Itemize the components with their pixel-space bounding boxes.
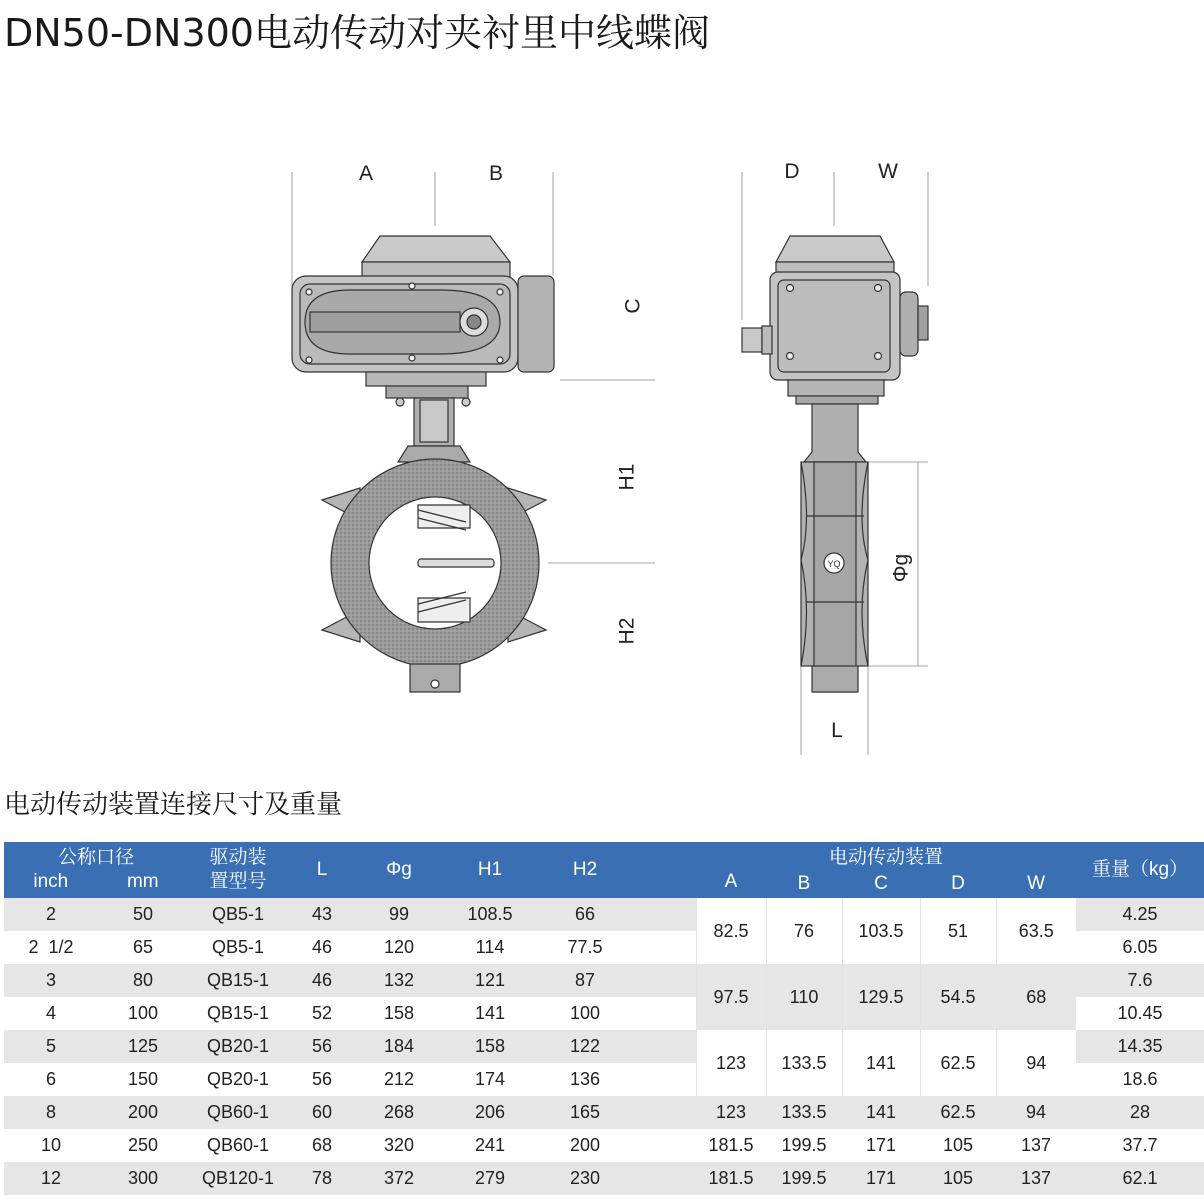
label-H1: H1 (615, 463, 639, 491)
brand-logo: YQ (827, 559, 841, 569)
header-weight: 重量（kg） (1076, 842, 1204, 898)
side-view (742, 172, 928, 755)
header-B: B (766, 870, 842, 898)
table-row: 2 50 QB5-1 43 99 108.5 66 82.5 76 103.5 51 63.5 4.25 (4, 898, 1204, 931)
table-row: 10 250 QB60-1 68 320 241 200 181.5 199.5 171 105 137 37.7 (40, 1135, 1158, 1155)
table-row: 6 150 QB20-1 56 212 174 136 18.6 (45, 1069, 1158, 1089)
table-row: 2 1/2 65 QB5-1 46 120 114 77.5 6.05 (28, 937, 1158, 957)
label-C: C (621, 298, 645, 314)
header-H1: H1 (442, 842, 538, 898)
header-C: C (842, 870, 920, 898)
header-phi-g: Φg (356, 842, 442, 898)
label-B: B (488, 162, 504, 185)
header-W: W (996, 870, 1076, 898)
dimension-table (4, 842, 1204, 1195)
header-actuator: 电动传动装置 (696, 842, 1076, 870)
table-row: 5 125 QB20-1 56 184 158 122 123 133.5 141 62.5 94 14.35 (4, 1030, 1204, 1063)
table-row: 12 300 QB120-1 78 372 279 230 181.5 199.5 171 105 137 62.1 (4, 1162, 1204, 1195)
page-title: DN50-DN300电动传动对夹衬里中线蝶阀 (4, 11, 710, 55)
header-L: L (288, 842, 356, 898)
table-row: 3 80 QB15-1 46 132 121 87 97.5 110 129.5 54.5 68 7.6 (4, 964, 1204, 997)
section-title: 电动传动装置连接尺寸及重量 (4, 790, 343, 820)
label-A: A (358, 162, 374, 185)
table-row: 8 200 QB60-1 60 268 206 165 123 133.5 141 62.5 94 28 (4, 1096, 1204, 1129)
header-spacer (632, 842, 696, 898)
header-A: A (696, 870, 766, 898)
label-H2: H2 (615, 617, 639, 645)
front-view (292, 172, 655, 692)
label-L: L (831, 719, 843, 742)
label-D: D (784, 160, 800, 183)
header-nominal: 公称口径 inch mm (4, 842, 188, 898)
header-D: D (920, 870, 996, 898)
table-row: 4 100 QB15-1 52 158 141 100 10.45 (45, 1003, 1163, 1023)
table-header-row (4, 842, 1204, 870)
label-W: W (878, 160, 898, 183)
header-H2: H2 (538, 842, 632, 898)
header-model: 驱动装 置型号 (188, 842, 288, 898)
label-phi-g: Φg (889, 553, 913, 583)
